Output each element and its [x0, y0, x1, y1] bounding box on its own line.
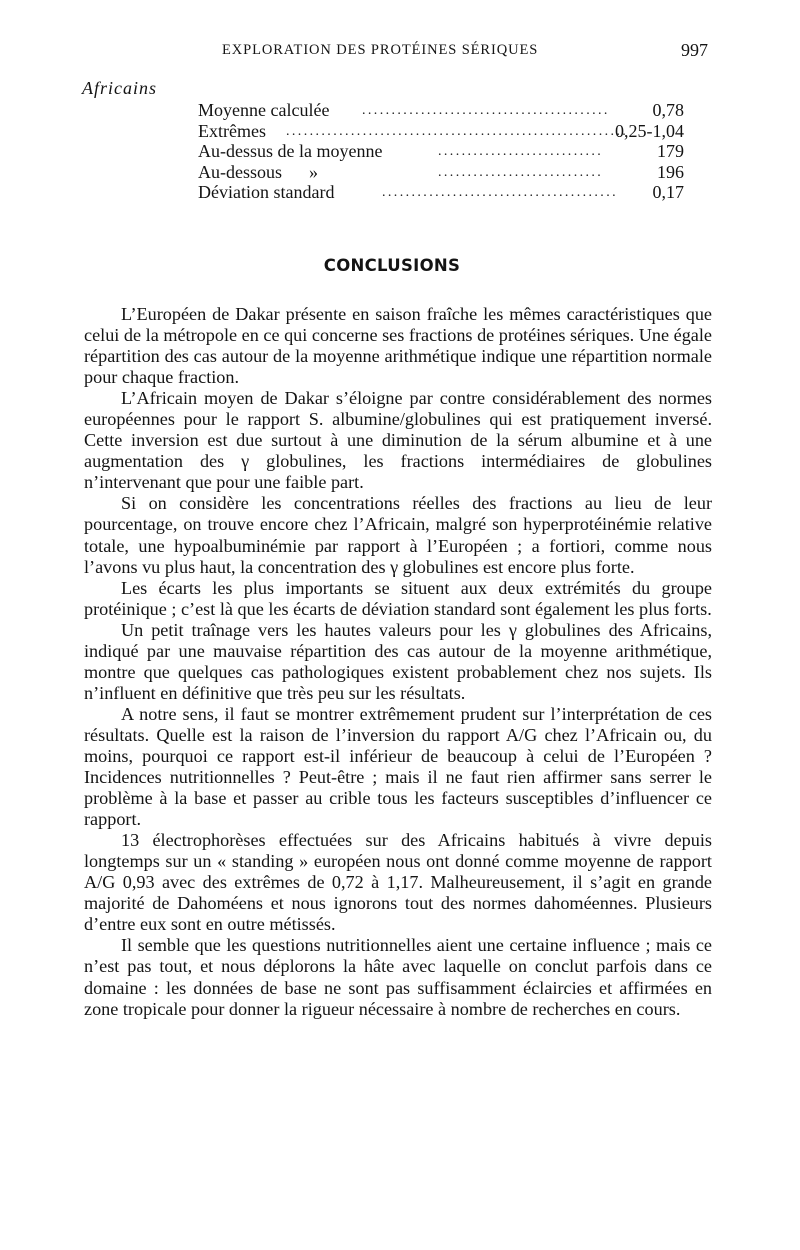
paragraph: L’Africain moyen de Dakar s’éloigne par contre considérablement des normes européennes pour le rapport S. albumine/globulines qui est pratiquement inversé. Cette inversion est due surtout à une diminution de la sérum albumine et à une augmentation des γ globulines, les fractions intermédiaires de globulines n’intervenant que pour une faible part.	[84, 388, 712, 493]
dot-leader: ............................	[438, 144, 604, 159]
paragraph: L’Européen de Dakar présente en saison fraîche les mêmes caractéristiques que celui de la métropole en ce qui concerne ses fractions de protéines sériques. Une égale répartition des cas autour de la moyenne arithmétique indique une répartition normale pour chaque fraction.	[84, 304, 712, 388]
stat-label: Au-dessus de la moyenne	[198, 141, 383, 161]
stat-label: Au-dessous »	[198, 161, 318, 182]
page-header	[0, 40, 800, 64]
dot-leader: ..........................................................	[286, 123, 629, 139]
statistics-table	[198, 100, 698, 203]
stat-row-extremes	[198, 121, 698, 142]
paragraph: Si on considère les concentrations réelles des fractions au lieu de leur pourcentage, on trouve encore chez l’Africain, malgré son hyperprotéinémie relative totale, une hypoalbuminémie par rapport à l’Européen ; a fortiori, comme nous l’avons vu plus haut, la concentration des γ globulines est encore plus forte.	[84, 493, 712, 577]
stat-label: Moyenne calculée	[198, 100, 330, 120]
dot-leader: ..........................................	[362, 103, 610, 118]
stat-value: 0,25-1,04	[615, 120, 684, 141]
section-heading: CONCLUSIONS	[323, 256, 461, 275]
paragraph: Un petit traînage vers les hautes valeurs pour les γ globulines des Africains, indiqué par une mauvaise répartition des cas autour de la moyenne arithmétique, montre que quelques cas pathologiques existent probablement chez nos sujets. Ils n’influent en définitive que très peu sur les résultats.	[84, 619, 712, 703]
stat-row-std-deviation	[198, 182, 698, 203]
dot-leader: ............................	[438, 164, 604, 180]
stat-value: 0,17	[652, 182, 684, 202]
conclusions-body	[84, 304, 712, 1020]
paragraph: Les écarts les plus importants se situent aux deux extrémités du groupe protéinique ; c’est là que les écarts de déviation standard sont également les plus forts.	[84, 577, 712, 619]
stat-label: Déviation standard	[198, 182, 335, 202]
stat-row-above-mean	[198, 141, 698, 162]
stat-label: Extrêmes	[198, 120, 266, 141]
running-title: EXPLORATION DES PROTÉINES SÉRIQUES	[222, 42, 539, 58]
stat-value: 179	[657, 141, 684, 161]
dot-leader: ........................................	[382, 185, 618, 200]
group-label-africains: Africains	[82, 78, 157, 98]
paragraph: 13 électrophorèses effectuées sur des Africains habitués à vivre depuis longtemps sur un « standing » européen nous ont donné comme moyenne de rapport A/G 0,93 avec des extrêmes de 0,72 à 1,17. Malheureusement, il s’agit en grande majorité de Dahoméens et nous ignorons tout des normes dahoméennes. Plusieurs d’entre eux sont en outre métissés.	[84, 830, 712, 935]
stat-row-mean	[198, 100, 698, 121]
paragraph: A notre sens, il faut se montrer extrêmement prudent sur l’interprétation de ces résultats. Quelle est la raison de l’inversion du rapport A/G chez l’Africain ou, du moins, pourquoi ce rapport est-il inférieur de beaucoup à celui de l’Européen ? Incidences nutritionnelles ? Peut-être ; mais il ne faut rien affirmer sans serrer le problème à la base et passer au crible tous les facteurs susceptibles d’influencer ce rapport.	[84, 703, 712, 830]
paragraph: Il semble que les questions nutritionnelles aient une certaine influence ; mais ce n’est pas tout, et nous déplorons la hâte avec laquelle on conclut parfois dans ce domaine : les données de base ne sont pas suffisamment éclaircies et affirmées en zone tropicale pour donner la rigueur nécessaire à nombre de recherches en cours.	[84, 935, 712, 1019]
stat-value: 196	[657, 161, 684, 182]
stat-value: 0,78	[652, 100, 684, 120]
stat-row-below-mean	[198, 162, 698, 183]
page-number: 997	[681, 40, 708, 60]
